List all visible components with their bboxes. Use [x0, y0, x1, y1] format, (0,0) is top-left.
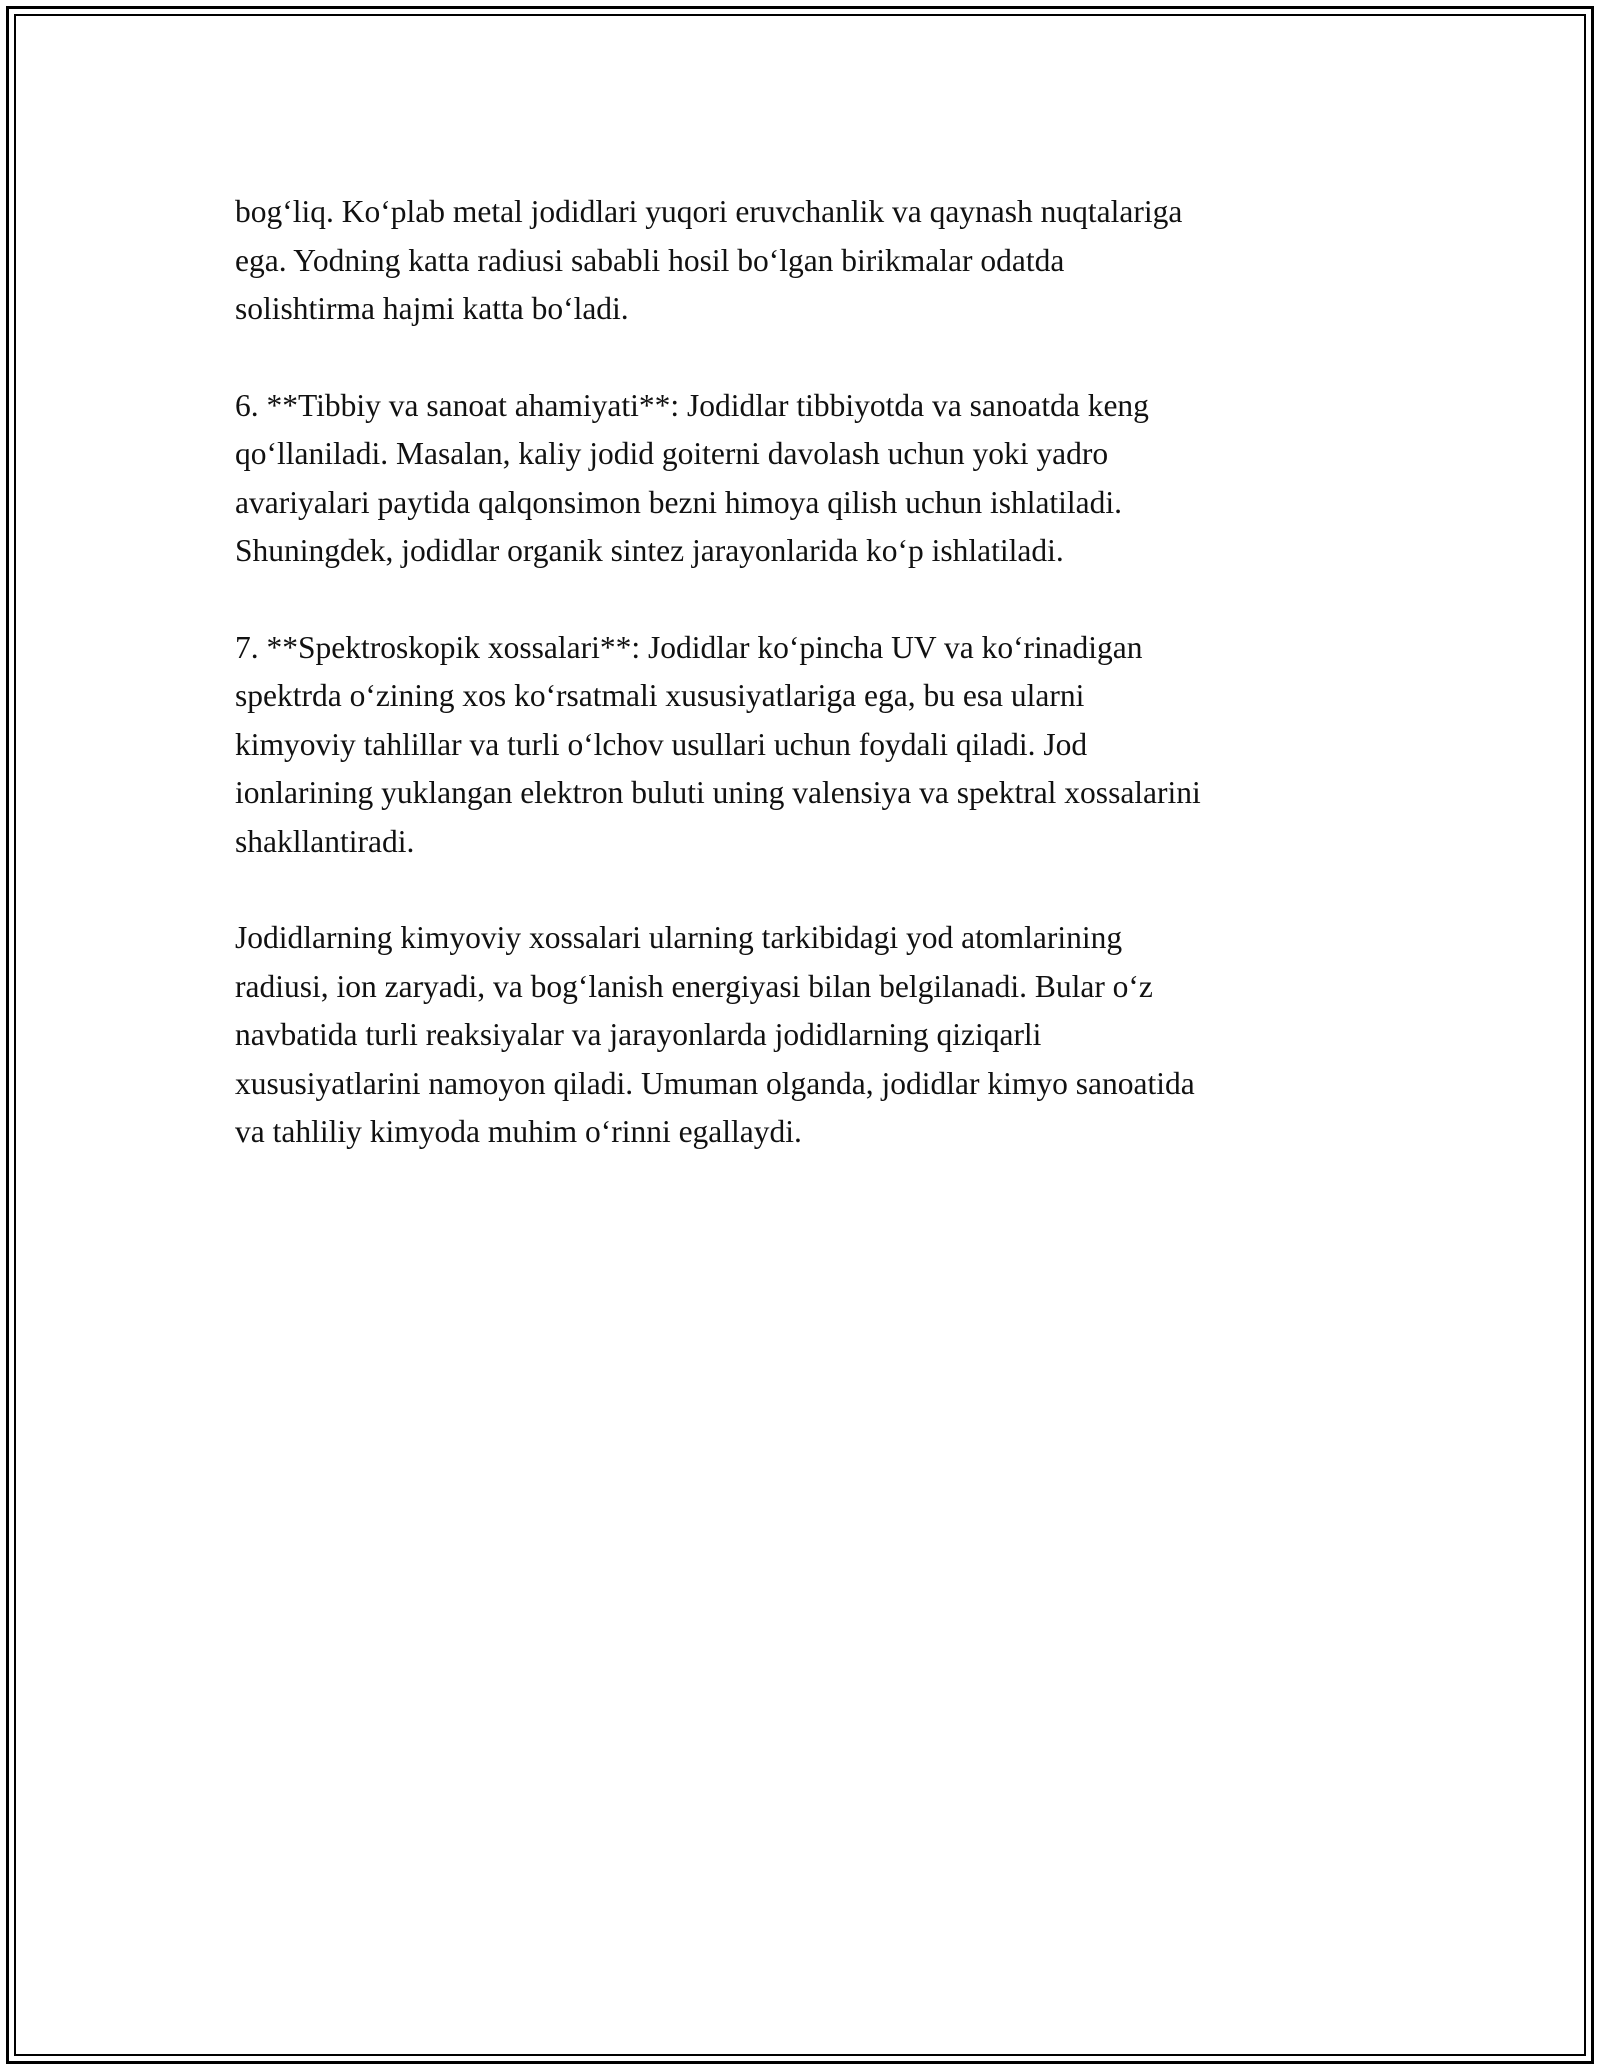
document-body — [235, 188, 1375, 1205]
paragraph-continuation: bog‘liq. Ko‘plab metal jodidlari yuqori eruvchanlik va qaynash nuqtalariga ega. Yodning katta radiusi sababli hosil bo‘lgan birikmalar odatda solishtirma hajmi katta bo‘ladi. — [235, 194, 1183, 326]
paragraph-medical-industrial: 6. **Tibbiy va sanoat ahamiyati**: Jodidlar tibbiyotda va sanoatda keng qo‘llaniladi. Masalan, kaliy jodid goiterni davolash uchun yoki yadro avariyalari paytida qalqonsimon bezni himoya qilish uchun ishlatiladi. Shuningdek, jodidlar organik sintez jarayonlarida ko‘p ishlatiladi. — [235, 387, 1149, 568]
paragraph-conclusion: Jodidlarning kimyoviy xossalari ularning tarkibidagi yod atomlarining radiusi, ion zaryadi, va bog‘lanish energiyasi bilan belgilanadi. Bular o‘z navbatida turli reaksiyalar va jarayonlarda jodidlarning qiziqarli xususiyatlarini namoyon qiladi. Umuman olganda, jodidlar kimyo sanoatida va tahliliy kimyoda muhim o‘rinni egallaydi. — [235, 920, 1195, 1149]
paragraph-spectroscopic: 7. **Spektroskopik xossalari**: Jodidlar ko‘pincha UV va ko‘rinadigan spektrda o‘zining xos ko‘rsatmali xususiyatlariga ega, bu esa ularni kimyoviy tahlillar va turli o‘lchov usullari uchun foydali qiladi. Jod ionlarining yuklangan elektron buluti uning valensiya va spektral xossalarini shakllantiradi. — [235, 629, 1201, 859]
